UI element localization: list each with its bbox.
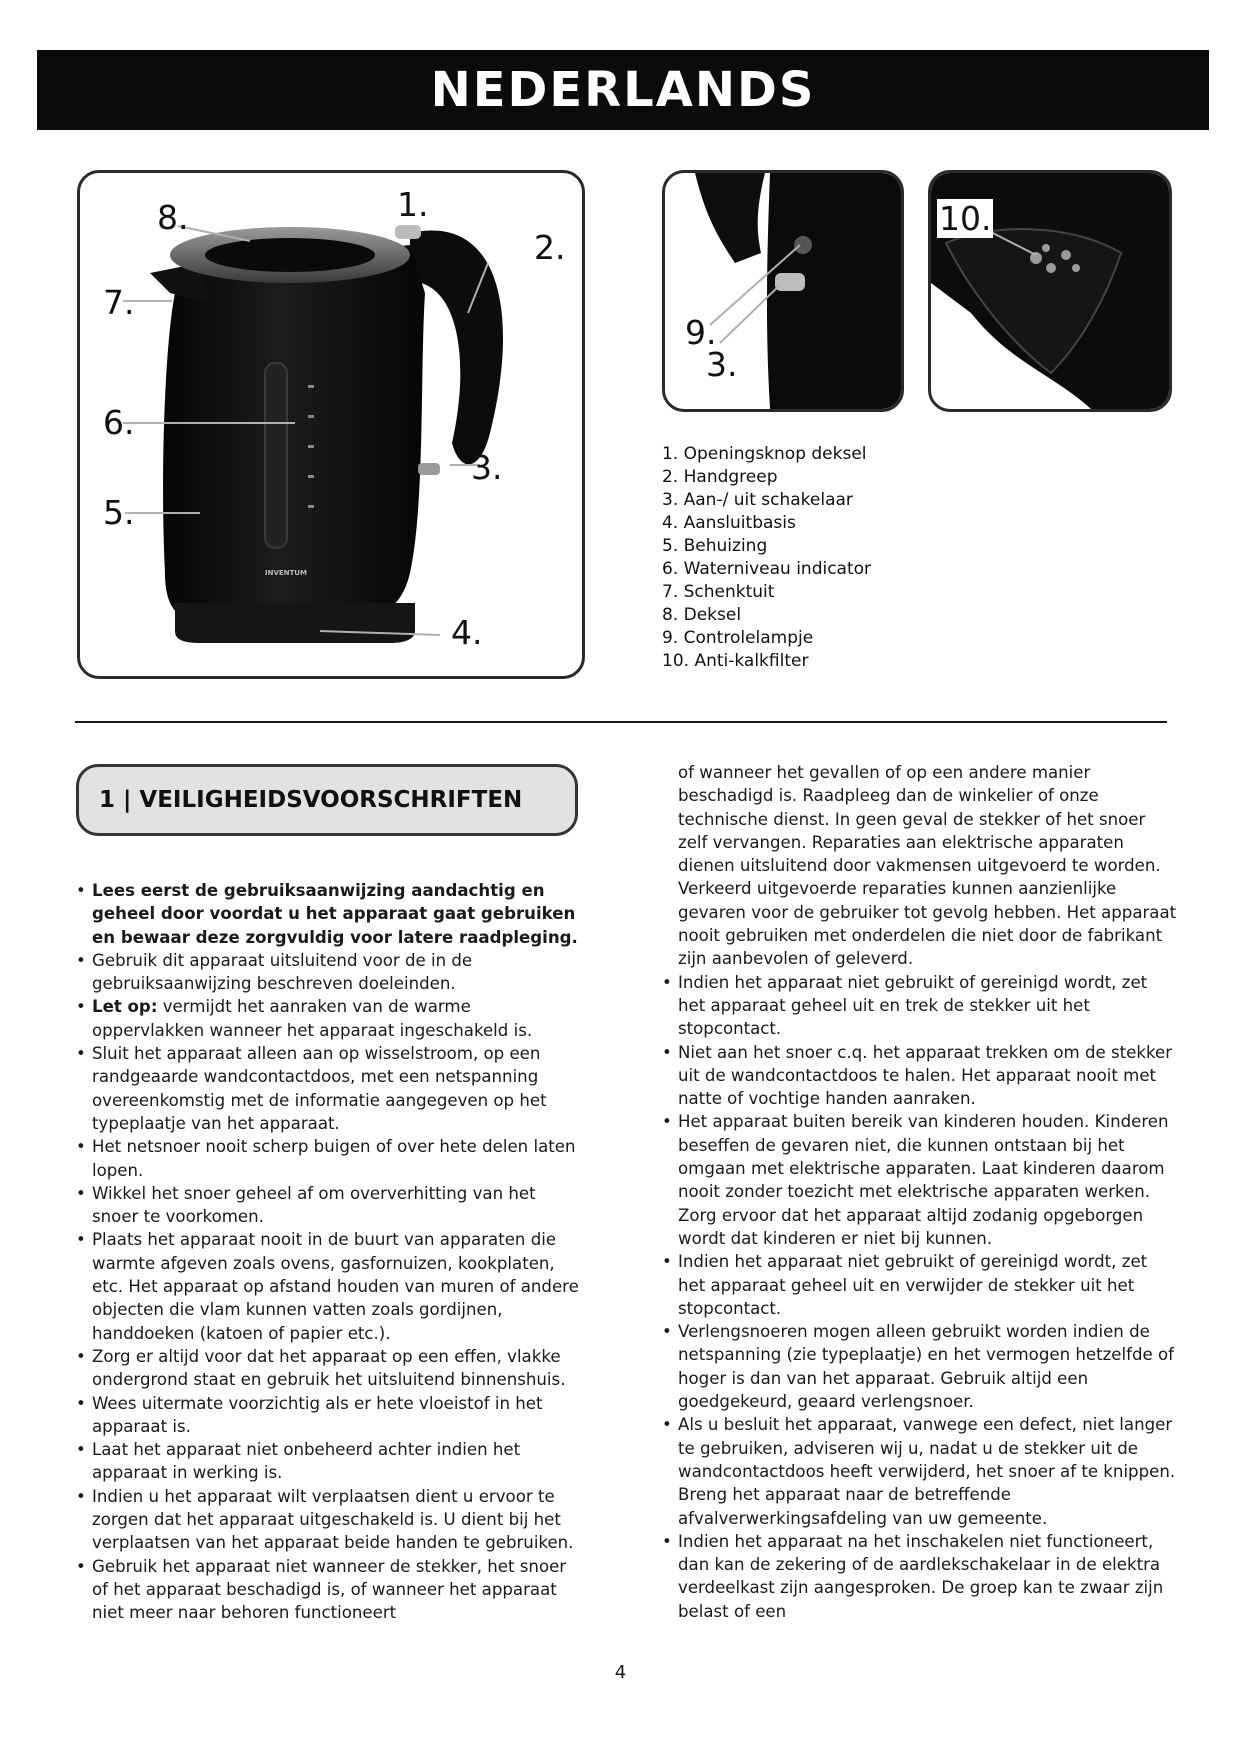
legend-item: 5. Behuizing [662,536,768,556]
callout-4: 4. [451,613,483,652]
legend-item: 9. Controlelampje [662,628,814,648]
list-item [662,1530,1177,1623]
list-item-text: Gebruik het apparaat niet wanneer de stekker, het snoer of het apparaat beschadigd is, of wanneer het apparaat niet meer naar behoren functioneert [92,1556,567,1623]
parts-legend [662,443,871,673]
callout-3-detail: 3. [706,345,738,384]
list-item [76,949,586,996]
list-item-text: Niet aan het snoer c.q. het apparaat trekken om de stekker uit de wandcontactdoos te halen. Het apparaat nooit met natte of vochtige handen aanraken. [678,1042,1173,1109]
list-item-text: vermijdt het aanraken van de warme oppervlakken wanneer het apparaat ingeschakeld is. [92,997,533,1040]
kettle-figure [77,170,585,679]
section-title: 1 | VEILIGHEIDSVOORSCHRIFTEN [99,787,523,813]
legend-item: 6. Waterniveau indicator [662,559,872,579]
list-item-text: Sluit het apparaat alleen aan op wisselstroom, op een randgeaarde wandcontactdoos, met een netspanning overeenkomstig met de informatie aangegeven op het typeplaatje van het apparaat. [92,1044,547,1133]
callout-9: 9. [685,313,717,352]
callout-8: 8. [157,198,189,237]
list-item-text: Indien het apparaat na het inschakelen niet functioneert, dan kan de zekering of de aardlekschakelaar in de elektra verdeelkast zijn aangesproken. De groep kan te zwaar zijn belast of een [678,1531,1164,1621]
list-item-continuation [662,761,1177,971]
list-item-text: Wikkel het snoer geheel af om oververhitting van het snoer te voorkomen. [92,1183,536,1227]
list-item-text: Als u besluit het apparaat, vanwege een defect, niet langer te gebruiken, adviseren wij u, nadat u de stekker uit de wandcontactdoos heeft verwijderd, het snoer af te knippen. Breng het apparaat naar de betreffende afvalverwerkingsafdeling van uw gemeente. [678,1415,1176,1528]
list-item-text: Het netsnoer nooit scherp buigen of over hete delen laten lopen. [92,1137,576,1180]
filter-detail-figure [928,170,1172,412]
switch-detail [775,273,805,291]
list-item [662,1110,1177,1250]
legend-item: 1. Openingsknop deksel [662,444,867,464]
list-item-label: Let op: [92,997,158,1017]
callout-5: 5. [103,493,135,532]
list-item [76,995,586,1042]
control-lamp [794,236,812,254]
switch [418,463,440,475]
section-heading-box [76,764,578,836]
list-item [76,879,586,949]
list-item [662,1041,1177,1111]
list-item-text: Wees uitermate voorzichtig als er hete vloeistof in het apparaat is. [92,1393,543,1436]
switch-detail-illustration [665,173,901,409]
list-item [76,1228,586,1344]
list-item-text: Indien het apparaat niet gebruikt of gereinigd wordt, zet het apparaat geheel uit en trek de stekker uit het stopcontact. [678,972,1148,1039]
water-window [265,363,287,548]
list-item [76,1392,586,1439]
safety-list-right [662,761,1177,1623]
legend-item: 10. Anti-kalkfilter [662,651,809,671]
brand-label: INVENTUM [265,569,307,577]
list-item-text: Zorg er altijd voor dat het apparaat op een effen, vlakke ondergrond staat en gebruik het uitsluitend binnenshuis. [92,1346,566,1390]
legend-item: 8. Deksel [662,605,742,625]
callout-3: 3. [471,448,503,487]
list-item-text: Indien het apparaat niet gebruikt of gereinigd wordt, zet het apparaat geheel uit en verwijder de stekker uit het stopcontact. [678,1252,1148,1318]
base [175,603,415,643]
callout-7: 7. [103,283,135,322]
callout-6: 6. [103,403,135,442]
list-item [76,1042,586,1135]
list-item-text: Laat het apparaat niet onbeheerd achter indien het apparaat in werking is. [92,1440,521,1483]
list-item [662,1250,1177,1320]
list-item [662,971,1177,1041]
list-item-text: Indien u het apparaat wilt verplaatsen dient u ervoor te zorgen dat het apparaat uitgeschakeld is. U dient bij het verplaatsen van het apparaat beide handen te gebruiken. [92,1486,574,1553]
list-item [76,1438,586,1485]
header-banner [37,50,1209,130]
lid-button [395,225,421,239]
callout-10: 10. [939,199,992,238]
legend-item: 4. Aansluitbasis [662,513,796,533]
list-item-text: of wanneer het gevallen of op een andere manier beschadigd is. Raadpleeg dan de winkelier of onze technische dienst. In geen geval de stekker of het snoer zelf vervangen. Reparaties aan elektrische apparaten dienen uitsluitend door vakmensen uitgevoerd te worden. Verkeerd uitgevoerde reparaties kunnen aanzienlijke gevaren voor de gebruiker tot gevolg hebben. Het apparaat nooit gebruiken met onderdelen die niet door de fabrikant zijn aanbevolen of geleverd. [678,763,1177,969]
list-item [662,1320,1177,1413]
kettle-body [163,245,425,621]
list-item-text: Plaats het apparaat nooit in de buurt van apparaten die warmte afgeven zoals ovens, gasfornuizen, kookplaten, etc. Het apparaat op afstand houden van muren of andere objecten die vlam kunnen vatten zoals gordijnen, handdoeken (katoen of papier etc.). [92,1230,579,1343]
list-item-text: Gebruik dit apparaat uitsluitend voor de in de gebruiksaanwijzing beschreven doeleinden. [92,950,473,994]
switch-detail-figure [662,170,904,412]
page-title: NEDERLANDS [430,62,816,118]
list-item [76,1485,586,1555]
kettle-illustration [80,173,582,676]
safety-list-left [76,879,586,1625]
list-item [76,1135,586,1182]
list-item [76,1182,586,1229]
list-item [662,1413,1177,1529]
list-item [76,1555,586,1625]
callout-2: 2. [534,228,566,267]
handle [410,230,503,464]
list-item-text: Het apparaat buiten bereik van kinderen houden. Kinderen beseffen de gevaren niet, die kunnen ontstaan bij het omgaan met elektrische apparaten. Laat kinderen daarom nooit zonder toezicht met elektrische apparaten werken. Zorg ervoor dat het apparaat altijd zodanig opgeborgen wordt dat kinderen er niet bij kunnen. [678,1112,1169,1248]
page-number: 4 [614,1662,627,1683]
divider [75,721,1167,723]
list-item-text: Verlengsnoeren mogen alleen gebruikt worden indien de netspanning (zie typeplaatje) en het vermogen hetzelfde of hoger is dan van het apparaat. Gebruik altijd een goedgekeurd, geaard verlengsnoer. [678,1322,1174,1412]
callout-1: 1. [397,185,429,224]
legend-item: 2. Handgreep [662,467,778,487]
list-item [76,1345,586,1392]
legend-item: 7. Schenktuit [662,582,775,602]
legend-item: 3. Aan-/ uit schakelaar [662,490,853,510]
list-item-text: Lees eerst de gebruiksaanwijzing aandachtig en geheel door voordat u het apparaat gaat gebruiken en bewaar deze zorgvuldig voor latere raadpleging. [92,881,578,947]
